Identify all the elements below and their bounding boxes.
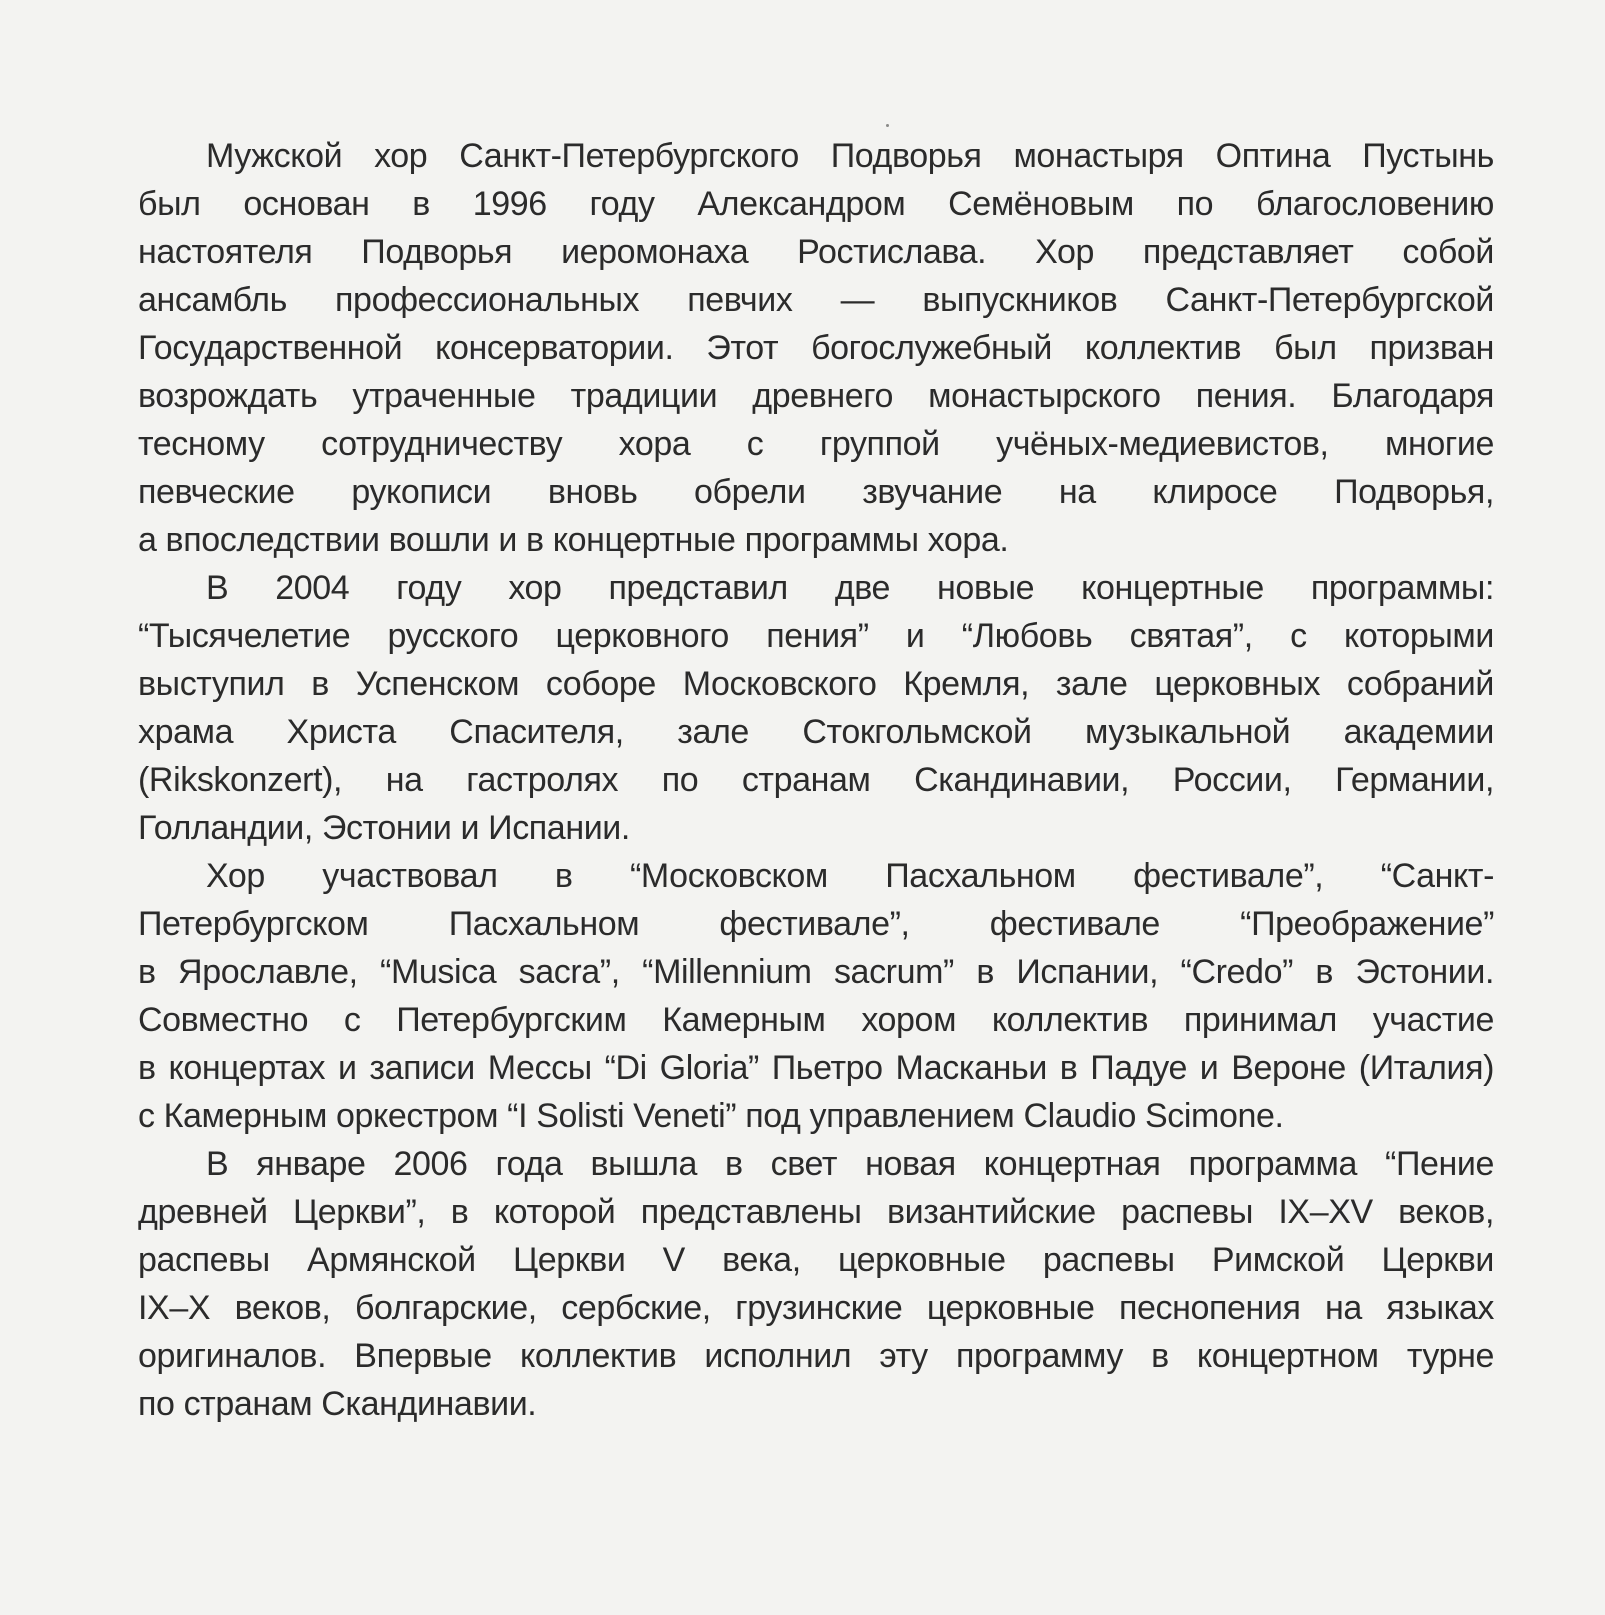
- text-line: древней Церкви”, в которой представлены византийские распевы IX–XV веков,: [138, 1193, 1494, 1231]
- text-line: Мужской хор Санкт-Петербургского Подворья монастыря Оптина Пустынь: [206, 137, 1494, 175]
- text-line: В 2004 году хор представил две новые концертные программы:: [206, 569, 1494, 607]
- paragraph: [138, 564, 1494, 852]
- text-line: в концертах и записи Мессы “Di Gloria” Пьетро Масканьи в Падуе и Вероне (Италия): [138, 1049, 1494, 1087]
- text-line: распевы Армянской Церкви V века, церковные распевы Римской Церкви: [138, 1241, 1494, 1279]
- text-line: храма Христа Спасителя, зале Стокгольмской музыкальной академии: [138, 713, 1494, 751]
- text-line: Совместно с Петербургским Камерным хором коллектив принимал участие: [138, 1001, 1494, 1039]
- text-line: ансамбль профессиональных певчих — выпускников Санкт-Петербургской: [138, 281, 1494, 319]
- text-line: Голландии, Эстонии и Испании.: [138, 809, 630, 847]
- text-line: в Ярославле, “Musica sacra”, “Millennium sacrum” в Испании, “Credo” в Эстонии.: [138, 953, 1494, 991]
- text-line: выступил в Успенском соборе Московского Кремля, зале церковных собраний: [138, 665, 1494, 703]
- paragraph: [138, 1140, 1494, 1428]
- text-line: певческие рукописи вновь обрели звучание на клиросе Подворья,: [138, 473, 1494, 511]
- text-line: с Камерным оркестром “I Solisti Veneti” под управлением Claudio Scimone.: [138, 1097, 1284, 1135]
- text-line: Государственной консерватории. Этот богослужебный коллектив был призван: [138, 329, 1494, 367]
- dust-speck: [886, 124, 889, 127]
- text-line: тесному сотрудничеству хора с группой учёных-медиевистов, многие: [138, 425, 1494, 463]
- text-line: а впоследствии вошли и в концертные программы хора.: [138, 521, 1009, 559]
- paragraph: [138, 132, 1494, 564]
- text-line: по странам Скандинавии.: [138, 1385, 537, 1423]
- text-line: Хор участвовал в “Московском Пасхальном фестивале”, “Санкт-: [206, 857, 1494, 895]
- text-line: Петербургском Пасхальном фестивале”, фестивале “Преображение”: [138, 905, 1494, 943]
- text-line: “Тысячелетие русского церковного пения” и “Любовь святая”, с которыми: [138, 617, 1494, 655]
- text-line: оригиналов. Впервые коллектив исполнил эту программу в концертном турне: [138, 1337, 1494, 1375]
- text-line: возрождать утраченные традиции древнего монастырского пения. Благодаря: [138, 377, 1494, 415]
- paragraph: [138, 852, 1494, 1140]
- text-line: В январе 2006 года вышла в свет новая концертная программа “Пение: [206, 1145, 1494, 1183]
- body-text: [138, 132, 1494, 1428]
- text-line: был основан в 1996 году Александром Семёновым по благословению: [138, 185, 1494, 223]
- text-line: IX–X веков, болгарские, сербские, грузинские церковные песнопения на языках: [138, 1289, 1494, 1327]
- text-line: настоятеля Подворья иеромонаха Ростислава. Хор представляет собой: [138, 233, 1494, 271]
- text-line: (Rikskonzert), на гастролях по странам Скандинавии, России, Германии,: [138, 761, 1494, 799]
